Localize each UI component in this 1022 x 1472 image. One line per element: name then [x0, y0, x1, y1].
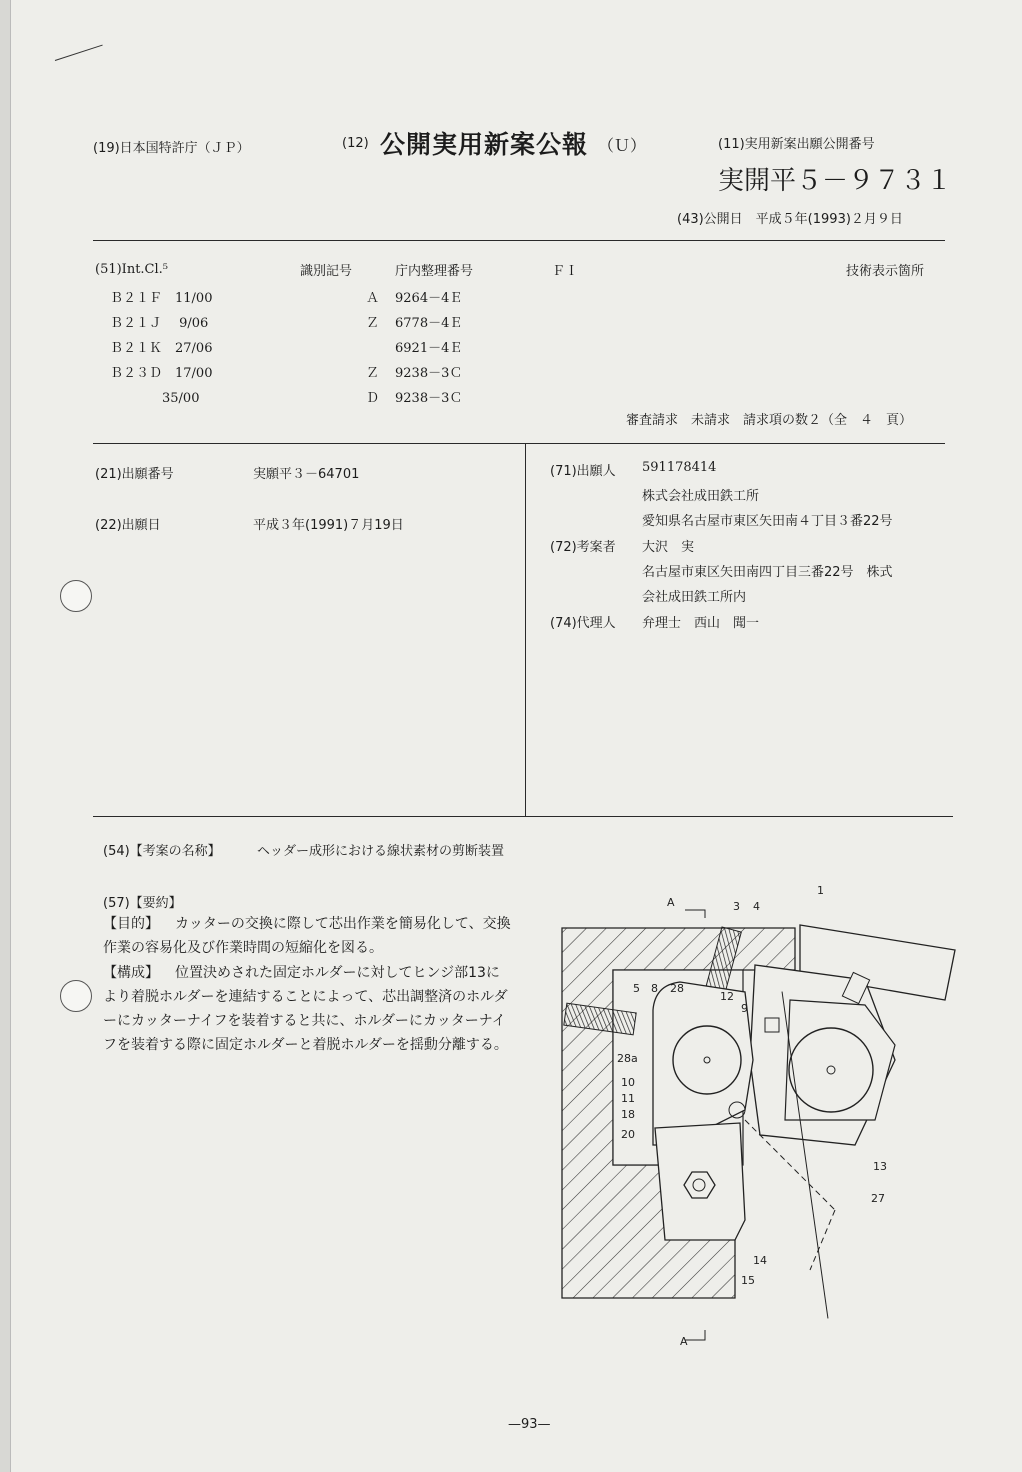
appdate-label: (22)出願日 [95, 518, 161, 533]
appdate-value: 平成３年(1991)７月19日 [253, 518, 404, 533]
inventor-address-2: 会社成田鉄工所内 [642, 590, 747, 605]
class-office: 6921－4Ｅ [395, 341, 463, 356]
col-id-header: 識別記号 [300, 264, 353, 279]
small-block [765, 1018, 779, 1032]
appno-value: 実願平３－64701 [253, 467, 360, 482]
config-heading: 【構成】 [103, 965, 159, 981]
class-office: 9238－3Ｃ [395, 366, 463, 381]
section-arrow-bottom [685, 1330, 705, 1340]
pub-number: 実開平５－９７３１ [718, 166, 953, 196]
fig-label-13: 13 [873, 1160, 887, 1173]
pub-no-label: (11)実用新案出願公開番号 [718, 137, 875, 152]
fig-label-9: 9 [741, 1002, 748, 1015]
inventor-name: 大沢 実 [642, 540, 695, 555]
fig-label-15: 15 [741, 1274, 755, 1287]
fig-label-28: 28 [670, 982, 684, 995]
fig-label-28a: 28a [617, 1052, 638, 1065]
abstract-config [103, 961, 513, 1057]
fig-label-1: 1 [817, 884, 824, 897]
section-arrow-top [685, 910, 705, 918]
col-office-header: 庁内整理番号 [395, 264, 474, 279]
rule-bottom [93, 816, 953, 817]
pub-date: (43)公開日 平成５年(1993)２月９日 [677, 212, 903, 227]
fig-label-27: 27 [871, 1192, 885, 1205]
fig-label-3: 3 [733, 900, 740, 913]
purpose-text: カッターの交換に際して芯出作業を簡易化して、交換作業の容易化及び作業時間の短縮化を図る。 [103, 916, 511, 956]
office-label: (19)日本国特許庁（ＪＰ） [93, 141, 250, 156]
col-fi-header: ＦＩ [552, 264, 579, 279]
intcl-label: (51)Int.Cl.⁵ [95, 262, 168, 277]
fig-label-14: 14 [753, 1254, 767, 1267]
applicant-address: 愛知県名古屋市東区矢田南４丁目３番22号 [642, 514, 893, 529]
detachable-holder [655, 1123, 745, 1240]
fig-label-4: 4 [753, 900, 760, 913]
pub-kind-code: (12) [342, 136, 369, 151]
fig-label-5: 5 [633, 982, 640, 995]
class-code: Ｂ２３Ｄ 17/00 [110, 366, 213, 381]
class-id: Ｚ [366, 366, 380, 381]
agent-label: (74)代理人 [550, 616, 616, 631]
abstract-purpose [103, 912, 513, 960]
fig-label-8: 8 [651, 982, 658, 995]
abstract-label: (57)【要約】 [103, 896, 182, 911]
fig-label-18: 18 [621, 1108, 635, 1121]
page-number: —93— [508, 1417, 551, 1432]
fig-label-11: 11 [621, 1092, 635, 1105]
class-office: 9238－3Ｃ [395, 391, 463, 406]
class-id: Ａ [366, 291, 380, 306]
pub-kind-suffix: （Ｕ） [598, 136, 647, 155]
exam-status: 審査請求 未請求 請求項の数２（全 ４ 頁） [626, 413, 913, 428]
patent-drawing [555, 880, 965, 1350]
title-label: (54)【考案の名称】 [103, 844, 221, 859]
applicant-name: 株式会社成田鉄工所 [642, 489, 760, 504]
class-code: Ｂ２１Ｆ 11/00 [110, 291, 213, 306]
fig-label-20: 20 [621, 1128, 635, 1141]
pen-mark [55, 45, 103, 61]
inventor-address-1: 名古屋市東区矢田南四丁目三番22号 株式 [642, 565, 893, 580]
rule-middle [93, 443, 945, 444]
col-tech-header: 技術表示箇所 [846, 264, 925, 279]
purpose-heading: 【目的】 [103, 916, 159, 932]
punch-hole-2 [60, 980, 92, 1012]
rule-vertical [525, 443, 526, 816]
applicant-label: (71)出願人 [550, 464, 616, 479]
pub-kind-title: 公開実用新案公報 [380, 130, 589, 159]
scan-edge [0, 0, 11, 1472]
class-code: Ｂ２１Ｋ 27/06 [110, 341, 213, 356]
title-text: ヘッダー成形における線状素材の剪断装置 [257, 844, 505, 859]
agent-value: 弁理士 西山 聞一 [642, 616, 760, 631]
class-code: Ｂ２１Ｊ 9/06 [110, 316, 209, 331]
class-id: Ｚ [366, 316, 380, 331]
fig-label-A-top: A [667, 896, 675, 909]
rule-top [93, 240, 945, 241]
class-id: Ｄ [366, 391, 380, 406]
inventor-label: (72)考案者 [550, 540, 616, 555]
class-code: 35/00 [110, 391, 200, 406]
fig-label-A-bottom: A [680, 1335, 688, 1348]
class-office: 6778－4Ｅ [395, 316, 463, 331]
applicant-id: 591178414 [642, 460, 717, 475]
punch-hole-1 [60, 580, 92, 612]
appno-label: (21)出願番号 [95, 467, 174, 482]
fig-label-10: 10 [621, 1076, 635, 1089]
config-text: 位置決めされた固定ホルダーに対してヒンジ部13により着脱ホルダーを連結することによって、芯出調整済のホルダーにカッターナイフを装着すると共に、ホルダーにカッターナイフを装着する際に固定ホルダーと着脱ホルダーを揺動分離する。 [103, 965, 508, 1053]
class-office: 9264－4Ｅ [395, 291, 463, 306]
fig-label-12: 12 [720, 990, 734, 1003]
